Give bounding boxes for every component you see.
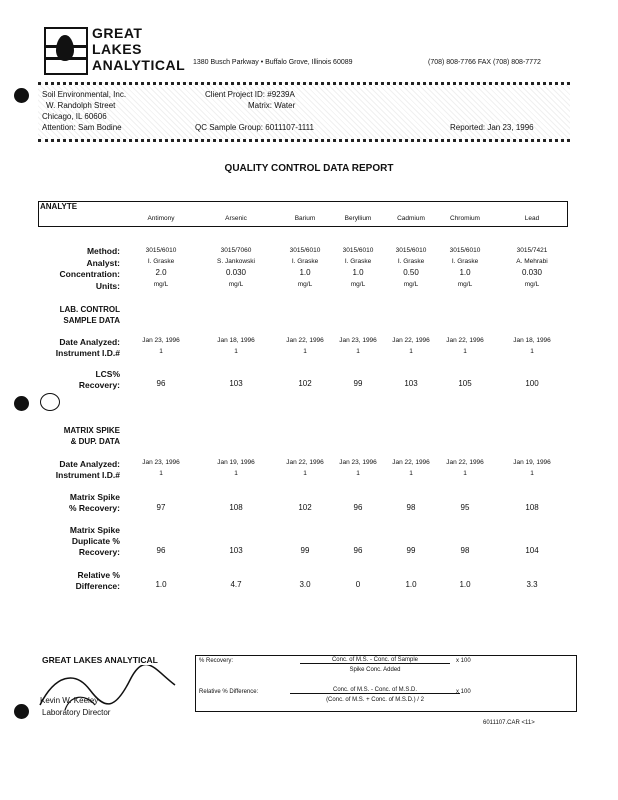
concentration-cell: 0.030 (225, 268, 247, 277)
concentration-cell: 1.0 (459, 268, 471, 277)
attention-line: Attention: Sam Bodine (42, 123, 122, 132)
method-cell: 3015/6010 (449, 247, 481, 254)
recovery-multiplier: x 100 (456, 658, 471, 664)
analyst-cell: S. Jankowski (217, 258, 255, 265)
msd-recovery-cell: 99 (300, 546, 310, 555)
ms-date-cell: Jan 23, 1996 (142, 459, 180, 466)
ms-section-label (0, 425, 120, 447)
ms-date-cell: Jan 22, 1996 (392, 459, 430, 466)
analyte-header-box (38, 201, 568, 227)
signatory-name: Kevin W. Keeley (40, 696, 99, 705)
units-cell: mg/L (228, 281, 244, 288)
rel-diff-cell: 1.0 (155, 580, 167, 589)
client-city: Chicago, IL 60606 (42, 112, 107, 121)
lcs-date-cell: Jan 22, 1996 (392, 337, 430, 344)
units-cell: mg/L (153, 281, 169, 288)
lcs-recovery-cell: 105 (458, 379, 472, 388)
client-name: Soil Environmental, Inc. (42, 90, 127, 99)
column-header: Antimony (147, 215, 175, 222)
client-street: W. Randolph Street (46, 101, 116, 110)
label-line: Recovery: (78, 380, 120, 390)
ms-instrument-cell: 1 (409, 470, 413, 477)
company-name (92, 25, 185, 73)
ms-instrument-cell: 1 (234, 470, 238, 477)
handwritten-circle-icon (40, 393, 60, 411)
analyst-cell: I. Graske (147, 258, 175, 265)
units-cell: mg/L (457, 281, 473, 288)
method-cell: 3015/6010 (342, 247, 374, 254)
ms-instrument-cell: 1 (463, 470, 467, 477)
company-phone: (708) 808-7766 FAX (708) 808-7772 (428, 59, 541, 66)
punch-hole-icon (14, 88, 29, 103)
qc-sample-group: QC Sample Group: 6011107-1111 (195, 123, 314, 132)
logo-line: GREAT (92, 25, 143, 41)
lcs-recovery-cell: 99 (353, 379, 363, 388)
rpd-multiplier: x 100 (456, 689, 471, 695)
label-line: Relative % (77, 570, 120, 580)
ms-instrument-label: Instrument I.D.# (55, 470, 120, 480)
punch-hole-icon (14, 704, 29, 719)
msd-recovery-cell: 99 (406, 546, 416, 555)
ms-recovery-cell: 108 (229, 503, 243, 512)
project-id: Client Project ID: #9239A (205, 90, 295, 99)
rel-diff-cell: 4.7 (230, 580, 242, 589)
label-line: % Recovery: (68, 503, 120, 513)
rpd-formula-label: Relative % Difference: (199, 689, 259, 695)
rel-diff-cell: 3.3 (526, 580, 538, 589)
ms-date-cell: Jan 19, 1996 (217, 459, 255, 466)
method-cell: 3015/7421 (516, 247, 548, 254)
lcs-section-label (0, 304, 120, 326)
company-logo-icon (44, 27, 88, 75)
label-line: Difference: (75, 581, 120, 591)
label-line: LCS% (95, 369, 120, 379)
lcs-date-label: Date Analyzed: (59, 337, 120, 347)
lcs-instrument-cell: 1 (303, 348, 307, 355)
label-line: Matrix Spike (69, 492, 120, 502)
rpd-numerator: Conc. of M.S. - Conc. of M.S.D. (290, 687, 460, 694)
lcs-instrument-cell: 1 (159, 348, 163, 355)
units-cell: mg/L (297, 281, 313, 288)
reported-date: Reported: Jan 23, 1996 (450, 123, 534, 132)
ms-date-cell: Jan 23, 1996 (339, 459, 377, 466)
analyst-label: Analyst: (86, 258, 120, 268)
rpd-denominator: (Conc. of M.S. + Conc. of M.S.D.) / 2 (326, 697, 424, 703)
report-title: QUALITY CONTROL DATA REPORT (224, 163, 394, 174)
ms-date-cell: Jan 19, 1996 (513, 459, 551, 466)
msd-recovery-cell: 104 (525, 546, 539, 555)
logo-line: ANALYTICAL (92, 57, 186, 73)
lcs-date-cell: Jan 18, 1996 (513, 337, 551, 344)
column-header: Beryllium (344, 215, 372, 222)
matrix: Matrix: Water (248, 101, 296, 110)
ms-recovery-cell: 97 (156, 503, 166, 512)
label-line: Matrix Spike (69, 525, 120, 535)
lcs-date-cell: Jan 18, 1996 (217, 337, 255, 344)
lcs-date-cell: Jan 23, 1996 (339, 337, 377, 344)
punch-hole-icon (14, 396, 29, 411)
lcs-recovery-cell: 100 (525, 379, 539, 388)
section-line: MATRIX SPIKE (63, 426, 120, 435)
lcs-recovery-label (0, 369, 120, 391)
lcs-date-cell: Jan 22, 1996 (286, 337, 324, 344)
signature-company: GREAT LAKES ANALYTICAL (42, 655, 158, 665)
recovery-numerator: Conc. of M.S. - Conc. of Sample (300, 657, 450, 664)
recovery-formula-label: % Recovery: (199, 658, 234, 664)
method-cell: 3015/6010 (289, 247, 321, 254)
ms-recovery-cell: 96 (353, 503, 363, 512)
section-line: SAMPLE DATA (63, 316, 120, 325)
lcs-instrument-cell: 1 (356, 348, 360, 355)
method-label: Method: (86, 246, 120, 256)
concentration-cell: 1.0 (352, 268, 364, 277)
msd-recovery-label (0, 525, 120, 558)
lcs-recovery-cell: 103 (404, 379, 418, 388)
analyst-cell: A. Mehrabi (516, 258, 548, 265)
rel-diff-cell: 1.0 (405, 580, 417, 589)
label-line: Duplicate % (71, 536, 120, 546)
units-cell: mg/L (524, 281, 540, 288)
method-cell: 3015/6010 (145, 247, 177, 254)
lcs-recovery-cell: 96 (156, 379, 166, 388)
ms-recovery-cell: 95 (460, 503, 470, 512)
method-cell: 3015/6010 (395, 247, 427, 254)
column-header: Chromium (450, 215, 480, 222)
msd-recovery-cell: 98 (460, 546, 470, 555)
units-cell: mg/L (350, 281, 366, 288)
analyte-label: ANALYTE (40, 202, 78, 211)
page-footer: 6011107.CAR <11> (483, 720, 535, 726)
logo-line: LAKES (92, 41, 142, 57)
lcs-recovery-cell: 103 (229, 379, 243, 388)
section-line: & DUP. DATA (70, 437, 120, 446)
ms-recovery-label (0, 492, 120, 514)
msd-recovery-cell: 103 (229, 546, 243, 555)
rel-diff-cell: 1.0 (459, 580, 471, 589)
ms-instrument-cell: 1 (356, 470, 360, 477)
analyst-cell: I. Graske (451, 258, 479, 265)
section-line: LAB. CONTROL (59, 305, 120, 314)
lcs-date-cell: Jan 22, 1996 (446, 337, 484, 344)
signatory-title: Laboratory Director (42, 708, 111, 717)
company-address: 1380 Busch Parkway • Buffalo Grove, Illinois 60089 (193, 59, 353, 66)
analyst-cell: I. Graske (291, 258, 319, 265)
concentration-cell: 0.030 (521, 268, 543, 277)
lcs-recovery-cell: 102 (298, 379, 312, 388)
ms-date-label: Date Analyzed: (59, 459, 120, 469)
rel-diff-label (0, 570, 120, 592)
rel-diff-cell: 3.0 (299, 580, 311, 589)
column-header: Cadmium (397, 215, 425, 222)
lcs-instrument-cell: 1 (530, 348, 534, 355)
label-line: Recovery: (78, 547, 120, 557)
column-header: Barium (294, 215, 316, 222)
ms-instrument-cell: 1 (159, 470, 163, 477)
ms-recovery-cell: 108 (525, 503, 539, 512)
lcs-instrument-cell: 1 (409, 348, 413, 355)
units-label: Units: (95, 281, 120, 291)
rel-diff-cell: 0 (355, 580, 361, 589)
concentration-label: Concentration: (59, 269, 120, 279)
units-cell: mg/L (403, 281, 419, 288)
column-header: Arsenic (225, 215, 247, 222)
lcs-instrument-label: Instrument I.D.# (55, 348, 120, 358)
ms-instrument-cell: 1 (530, 470, 534, 477)
msd-recovery-cell: 96 (156, 546, 166, 555)
lcs-date-cell: Jan 23, 1996 (142, 337, 180, 344)
method-cell: 3015/7060 (220, 247, 252, 254)
analyst-cell: I. Graske (397, 258, 425, 265)
lcs-instrument-cell: 1 (234, 348, 238, 355)
recovery-denominator: Spike Conc. Added (349, 667, 401, 673)
ms-instrument-cell: 1 (303, 470, 307, 477)
ms-date-cell: Jan 22, 1996 (286, 459, 324, 466)
analyst-cell: I. Graske (344, 258, 372, 265)
msd-recovery-cell: 96 (353, 546, 363, 555)
ms-recovery-cell: 102 (298, 503, 312, 512)
ms-date-cell: Jan 22, 1996 (446, 459, 484, 466)
concentration-cell: 0.50 (403, 268, 419, 277)
concentration-cell: 1.0 (299, 268, 311, 277)
concentration-cell: 2.0 (155, 268, 167, 277)
column-header: Lead (524, 215, 540, 222)
ms-recovery-cell: 98 (406, 503, 416, 512)
lcs-instrument-cell: 1 (463, 348, 467, 355)
